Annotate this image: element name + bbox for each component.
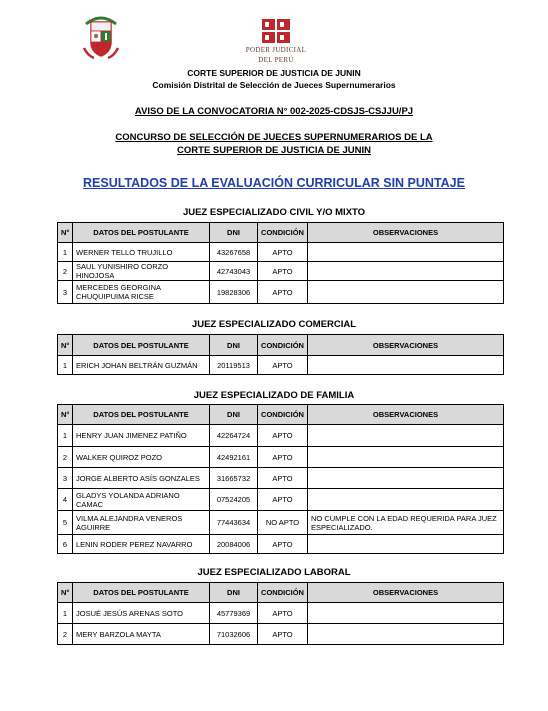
cell-n: 3 (58, 468, 73, 489)
column-header: DNI (210, 335, 258, 356)
cell-cond: APTO (258, 447, 308, 468)
cell-n: 1 (58, 425, 73, 447)
cell-dni: 43267658 (210, 243, 258, 262)
cell-obs (308, 489, 504, 511)
cell-name: ERICH JOHAN BELTRÁN GUZMÁN (73, 356, 210, 375)
column-header: OBSERVACIONES (308, 583, 504, 603)
pj-line-1: PODER JUDICIAL (245, 46, 307, 54)
cell-dni: 77443634 (210, 511, 258, 535)
poder-judicial-logo-icon (261, 18, 291, 44)
cell-cond: NO APTO (258, 511, 308, 535)
cell-n: 1 (58, 243, 73, 262)
cell-n: 1 (58, 356, 73, 375)
table-row (58, 243, 504, 262)
cell-dni: 20119513 (210, 356, 258, 375)
cell-n: 2 (58, 447, 73, 468)
cell-obs (308, 425, 504, 447)
table-row (58, 535, 504, 554)
column-header: OBSERVACIONES (308, 335, 504, 356)
concurso-title: CONCURSO DE SELECCIÓN DE JUECES SUPERNUMERARIOS DE LA CORTE SUPERIOR DE JUSTICIA DE JUNIN (115, 132, 433, 156)
section-title: JUEZ ESPECIALIZADO DE FAMILIA (193, 390, 355, 401)
cell-dni: 20084006 (210, 535, 258, 554)
table-row (58, 447, 504, 468)
cell-name: MERCEDES GEORGINA CHUQUIPUIMA RICSE (73, 281, 210, 304)
cell-n: 2 (58, 624, 73, 645)
cell-n: 6 (58, 535, 73, 554)
cell-cond: APTO (258, 425, 308, 447)
column-header: OBSERVACIONES (308, 223, 504, 243)
cell-obs (308, 468, 504, 489)
court-name: CORTE SUPERIOR DE JUSTICIA DE JUNIN (187, 68, 361, 78)
peru-coat-of-arms-icon (82, 14, 120, 60)
section-title: JUEZ ESPECIALIZADO COMERCIAL (191, 319, 357, 330)
column-header: DATOS DEL POSTULANTE (73, 223, 210, 243)
section-title: JUEZ ESPECIALIZADO CIVIL Y/O MIXTO (182, 207, 366, 218)
section-title: JUEZ ESPECIALIZADO LABORAL (197, 567, 351, 578)
column-header: N° (58, 223, 73, 243)
cell-name: VILMA ALEJANDRA VENEROS AGUIRRE (73, 511, 210, 535)
cell-cond: APTO (258, 603, 308, 624)
cell-cond: APTO (258, 262, 308, 281)
results-table (57, 582, 504, 645)
cell-dni: 07524205 (210, 489, 258, 511)
table-row (58, 603, 504, 624)
cell-obs (308, 603, 504, 624)
cell-name: LENIN RODER PEREZ NAVARRO (73, 535, 210, 554)
cell-dni: 42264724 (210, 425, 258, 447)
cell-dni: 71032606 (210, 624, 258, 645)
column-header: N° (58, 405, 73, 425)
cell-dni: 45779369 (210, 603, 258, 624)
table-row (58, 511, 504, 535)
cell-dni: 31665732 (210, 468, 258, 489)
cell-name: JOSUÉ JESÚS ARENAS SOTO (73, 603, 210, 624)
cell-n: 4 (58, 489, 73, 511)
cell-name: GLADYS YOLANDA ADRIANO CAMAC (73, 489, 210, 511)
cell-cond: APTO (258, 243, 308, 262)
cell-obs (308, 356, 504, 375)
cell-dni: 42743043 (210, 262, 258, 281)
cell-name: HENRY JUAN JIMENEZ PATIÑO (73, 425, 210, 447)
column-header: DATOS DEL POSTULANTE (73, 405, 210, 425)
cell-obs (308, 243, 504, 262)
column-header: DATOS DEL POSTULANTE (73, 335, 210, 356)
cell-obs (308, 447, 504, 468)
cell-obs (308, 262, 504, 281)
results-table (57, 222, 504, 304)
cell-name: SAUL YUNISHIRO CORZO HINOJOSA (73, 262, 210, 281)
cell-name: WERNER TELLO TRUJILLO (73, 243, 210, 262)
cell-n: 2 (58, 262, 73, 281)
pj-line-2: DEL PERÚ (258, 56, 294, 64)
cell-dni: 19828306 (210, 281, 258, 304)
cell-name: MERY BARZOLA MAYTA (73, 624, 210, 645)
table-row (58, 262, 504, 281)
cell-cond: APTO (258, 468, 308, 489)
table-row (58, 624, 504, 645)
cell-dni: 42492161 (210, 447, 258, 468)
table-header-row (58, 405, 504, 425)
cell-obs: NO CUMPLE CON LA EDAD REQUERIDA PARA JUEZ ESPECIALIZADO. (308, 511, 504, 535)
cell-obs (308, 624, 504, 645)
cell-n: 5 (58, 511, 73, 535)
cell-cond: APTO (258, 281, 308, 304)
column-header: DATOS DEL POSTULANTE (73, 583, 210, 603)
table-row (58, 468, 504, 489)
cell-n: 1 (58, 603, 73, 624)
column-header: N° (58, 583, 73, 603)
column-header: OBSERVACIONES (308, 405, 504, 425)
cell-obs (308, 535, 504, 554)
cell-cond: APTO (258, 535, 308, 554)
column-header: N° (58, 335, 73, 356)
table-header-row (58, 223, 504, 243)
results-heading: RESULTADOS DE LA EVALUACIÓN CURRICULAR SIN PUNTAJE (83, 176, 465, 190)
cell-name: WALKER QUIROZ POZO (73, 447, 210, 468)
table-row (58, 425, 504, 447)
column-header: CONDICIÓN (258, 583, 308, 603)
cell-obs (308, 281, 504, 304)
column-header: DNI (210, 223, 258, 243)
logo-bar (0, 14, 548, 66)
results-table (57, 404, 504, 554)
column-header: CONDICIÓN (258, 405, 308, 425)
cell-n: 3 (58, 281, 73, 304)
table-header-row (58, 335, 504, 356)
table-header-row (58, 583, 504, 603)
column-header: DNI (210, 583, 258, 603)
column-header: CONDICIÓN (258, 223, 308, 243)
cell-cond: APTO (258, 489, 308, 511)
column-header: CONDICIÓN (258, 335, 308, 356)
table-row (58, 489, 504, 511)
poder-judicial-logo (236, 18, 316, 64)
aviso-title: AVISO DE LA CONVOCATORIA N° 002-2025-CDSJS-CSJJU/PJ (134, 106, 414, 117)
cell-cond: APTO (258, 356, 308, 375)
table-row (58, 281, 504, 304)
column-header: DNI (210, 405, 258, 425)
cell-name: JORGE ALBERTO ASÍS GONZALES (73, 468, 210, 489)
commission-name: Comisión Distrital de Selección de Jueces Supernumerarios (152, 80, 396, 90)
results-table (57, 334, 504, 375)
cell-cond: APTO (258, 624, 308, 645)
table-row (58, 356, 504, 375)
